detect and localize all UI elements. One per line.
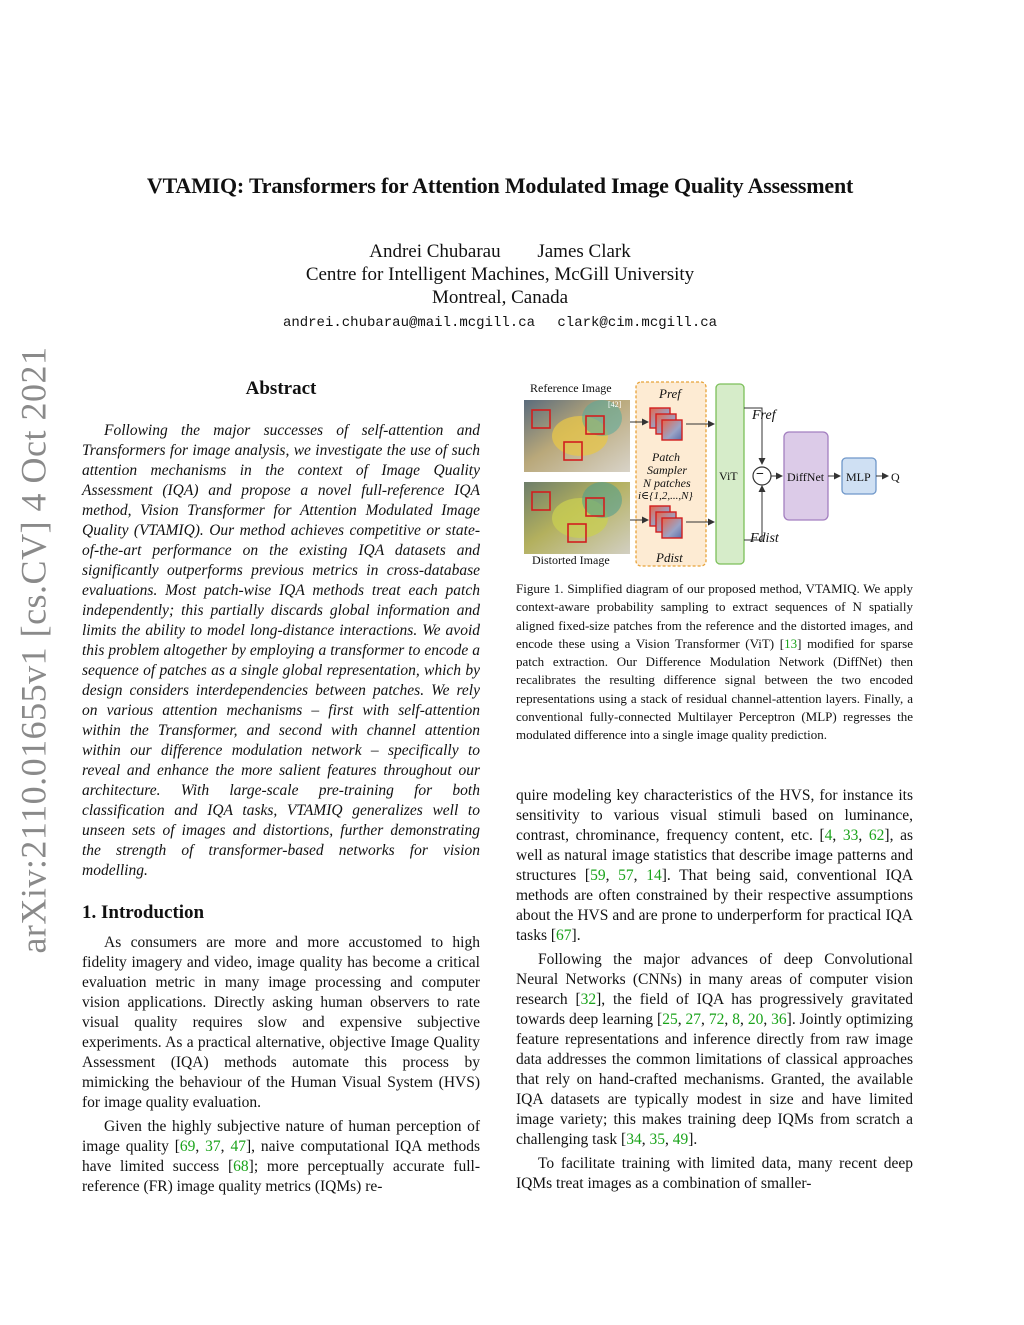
patch-tag: [42] bbox=[608, 400, 622, 409]
citation-link[interactable]: 47 bbox=[230, 1138, 246, 1155]
citation-link[interactable]: 32 bbox=[580, 991, 597, 1008]
citation-link[interactable]: 8 bbox=[732, 1011, 740, 1028]
author-name: James Clark bbox=[537, 241, 631, 262]
abstract-text: Following the major successes of self-attention and Transformers for image analysis, we investigate the use of such attention mechanisms in the context of Image Quality Assessment (IQA) and propose a novel full-reference IQA method, Vision Transformer for Attention Modulated Image Quality (VTAMIQ). Our method achieves competitive or state-of-the-art performance on the existing IQA datasets and significantly outperforms previous metrics in cross-database evaluations. Most patch-wise IQA methods treat each patch independently; this partially discards global information and limits the ability to model long-distance interactions. We avoid this problem altogether by employing a transformer to encode a sequence of patches as a single global representation, which by design considers interdependencies between patches. We rely on various attention mechanisms – first with self-attention within the Transformer, and second with channel attention within our difference modulation network – specifically to reveal and enhance the more salient features throughout our architecture. With large-scale pre-training for both classification and IQA tasks, VTAMIQ generalizes well to unseen sets of images and distortions, further demonstrating the strength of transformer-based networks for vision modelling. bbox=[82, 422, 480, 879]
citation-link[interactable]: 68 bbox=[233, 1158, 249, 1175]
pdist-label: Pdist bbox=[656, 550, 683, 565]
mlp-label: MLP bbox=[846, 470, 871, 484]
paragraph: As consumers are more and more accustomed to high fidelity imagery and video, image quality has become a critical evaluation metric in many image processing and computer vision applications. Directly asking human observers to rate visual quality requires slow and expensive subjective experiments. As a practical alternative, objective Image Quality Assessment (IQA) methods automate this process by mimicking the behaviour of the Human Visual System (HVS) for image quality evaluation. bbox=[82, 934, 480, 1111]
author-block bbox=[60, 240, 940, 309]
sampler-label: Sampler bbox=[647, 463, 687, 477]
arxiv-id: arXiv:2110.01655v1 [cs.CV] 4 Oct 2021 bbox=[14, 346, 54, 954]
citation-link[interactable]: 69 bbox=[179, 1138, 196, 1155]
pref-label: Pref bbox=[659, 386, 681, 401]
citation-link[interactable]: 36 bbox=[771, 1011, 787, 1028]
sampler-label: N patches bbox=[643, 476, 691, 490]
citation-link[interactable]: 57 bbox=[618, 867, 634, 884]
affiliation: Centre for Intelligent Machines, McGill University bbox=[305, 264, 695, 285]
reference-image-label: Reference Image bbox=[530, 381, 612, 395]
paragraph: Given the highly subjective nature of human perception of image quality [69, 37, 47], naive computational IQA methods have limited success [68]; more perceptually accurate full-reference (FR) image quality metrics (IQMs) re- bbox=[82, 1118, 481, 1195]
citation-link[interactable]: 4 bbox=[824, 827, 833, 844]
location: Montreal, Canada bbox=[431, 287, 569, 308]
author-emails bbox=[60, 315, 940, 331]
citation-link[interactable]: 13 bbox=[784, 635, 798, 651]
paragraph: Following the major advances of deep Convolutional Neural Networks (CNNs) in many areas of computer vision research [32], the field of IQA has progressively gravitated towards deep learning [25, 27, 72, 8, 20, 36]. Jointly optimizing feature representations and inference directly from raw image data addresses the common limitations of classical approaches that rely on hand-crafted mechanisms. Granted, the available IQA datasets are typically modest in size and have limited image variety; this makes training deep IQMs from scratch a challenging task [34, 35, 49]. bbox=[516, 951, 913, 1148]
figure-diagram bbox=[516, 378, 916, 570]
sampler-label: Patch bbox=[652, 450, 680, 464]
citation-link[interactable]: 35 bbox=[649, 1131, 665, 1148]
citation-link[interactable]: 34 bbox=[626, 1131, 642, 1148]
citation-link[interactable]: 20 bbox=[747, 1011, 764, 1028]
citation-link[interactable]: 25 bbox=[662, 1011, 678, 1028]
section-heading: 1. Introduction bbox=[82, 902, 205, 923]
citation-link[interactable]: 59 bbox=[590, 867, 606, 884]
citation-link[interactable]: 27 bbox=[685, 1011, 702, 1028]
fdist-label: Fdist bbox=[750, 531, 779, 546]
citation-link[interactable]: 37 bbox=[205, 1138, 221, 1155]
paper-title: VTAMIQ: Transformers for Attention Modulated Image Quality Assessment bbox=[146, 173, 854, 198]
intro-text bbox=[82, 933, 480, 1201]
diffnet-label: DiffNet bbox=[787, 470, 825, 484]
q-label: Q bbox=[891, 470, 900, 484]
fref-label: Fref bbox=[752, 408, 776, 423]
paragraph: To facilitate training with limited data, many recent deep IQMs treat images as a combination of smaller- bbox=[516, 1155, 913, 1192]
figure-caption: Figure 1. Simplified diagram of our proposed method, VTAMIQ. We apply context-aware probability sampling to extract sequences of N spatially aligned fixed-size patches from the reference and the distorted images, and encode these using a Vision Transformer (ViT) [13] modified for sparse patch extraction. Our Difference Modulation Network (DiffNet) then recalibrates the resulting difference signal between the two encoded representations using a stack of residual channel-attention layers. Finally, a conventional fully-connected Multilayer Perceptron (MLP) regresses the modulated difference into a single image quality prediction. bbox=[516, 581, 913, 743]
citation-link[interactable]: 67 bbox=[556, 927, 572, 944]
email-link[interactable]: clark@cim.mcgill.ca bbox=[557, 315, 718, 331]
paragraph: quire modeling key characteristics of the HVS, for instance its sensitivity to various visual stimuli based on luminance, contrast, chrominance, frequency content, etc. [4, 33, 62], as well as natural image statistics that describe image patterns and structures [59, 57, 14]. That being said, conventional IQA methods are often constrained by their respective assumptions about the HVS and are prone to underperform for practical IQA tasks [67]. bbox=[516, 787, 914, 944]
sampler-label: i∈{1,2,...,N} bbox=[638, 490, 693, 502]
citation-link[interactable]: 49 bbox=[672, 1131, 689, 1148]
abstract-heading: Abstract bbox=[245, 378, 317, 399]
citation-link[interactable]: 72 bbox=[708, 1011, 725, 1028]
distorted-image-label: Distorted Image bbox=[532, 553, 610, 567]
arxiv-sidebar bbox=[8, 346, 60, 954]
minus-label: − bbox=[756, 467, 764, 482]
citation-link[interactable]: 62 bbox=[868, 827, 885, 844]
right-column-text bbox=[516, 786, 913, 1198]
citation-link[interactable]: 14 bbox=[646, 867, 662, 884]
email-link[interactable]: andrei.chubarau@mail.mcgill.ca bbox=[282, 315, 535, 331]
vit-label: ViT bbox=[719, 469, 738, 483]
reference-image bbox=[524, 400, 630, 472]
distorted-image bbox=[524, 482, 630, 554]
author-name: Andrei Chubarau bbox=[369, 241, 501, 262]
citation-link[interactable]: 33 bbox=[842, 827, 859, 844]
author-names bbox=[60, 240, 940, 263]
